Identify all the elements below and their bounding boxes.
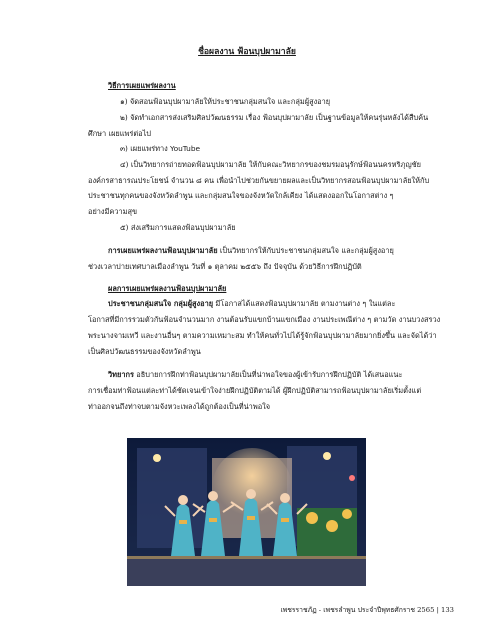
dissemination-lead: การเผยแพร่ผลงานฟ้อนบุปผามาลัย: [108, 246, 218, 255]
results-public-text: มีโอกาสได้แสดงฟ้อนบุปผามาลัย ตามงานต่าง ๆ ในแต่ละ: [213, 299, 396, 308]
method-item-5: ๕) ส่งเสริมการแสดงฟ้อนบุปผามาลัย: [120, 223, 236, 232]
method-item-4-line-3: ประชาชนทุกคนของจังหวัดลำพูน และกลุ่มสนใจของจังหวัดใกล้เคียง ได้แสดงออกในโอกาสต่าง ๆ: [88, 191, 394, 200]
results-trainer-text: อธิบายการฝึกท่าฟ้อนบุปผามาลัยเป็นที่น่าพอใจของผู้เข้ารับการฝึกปฏิบัติ ได้เสนอแนะ: [133, 370, 403, 379]
method-item-2: ๒) จัดทำเอกสารส่งเสริมศิลปวัฒนธรรม เรื่อง ฟ้อนบุปผามาลัย เป็นฐานข้อมูลให้คนรุ่นหลังได้สืบค้น: [120, 113, 429, 122]
results-public-lead: ประชาชนกลุ่มสนใจ กลุ่มผู้สูงอายุ: [108, 299, 214, 308]
results-trainer-lead: วิทยากร: [108, 370, 134, 379]
dissemination-paragraph-line-2: ช่วงเวลาบ่ายเทศบาลเมืองลำพูน วันที่ ๑ ตุลาคม ๒๕๕๖ ถึง ปัจจุบัน ด้วยวิธีการฝึกปฏิบัติ: [88, 262, 362, 271]
dissemination-text: เป็นวิทยากรให้กับประชาชนกลุ่มสนใจ และกลุ่มผู้สูงอายุ: [217, 246, 394, 255]
results-paragraph-1-line-3: พระนางจามเทวี และงานอื่นๆ ตามความเหมาะสม ทำให้คนทั่วไปได้รู้จักฟ้อนบุปผามาลัยมากยิ่งขึ้น และจัดได้ว่า: [88, 331, 437, 340]
page-title: ชื่อผลงาน ฟ้อนบุปผามาลัย: [198, 47, 296, 57]
results-paragraph-2-line-3: ท่าออกจนถึงท่าจบตามจังหวะเพลงได้ถูกต้องเป็นที่น่าพอใจ: [88, 402, 271, 411]
page-footer: เพชรราชภัฏ - เพชรลำพูน ประจำปีพุทธศักราช 2565 | 133: [280, 606, 454, 614]
method-item-4-line-2: องค์กรสาธารณประโยชน์ จำนวน ๘ คน เพื่อนำไปช่วยกันขยายผลและเป็นวิทยากรสอนฟ้อนบุปผามาลัยให้กับ: [88, 176, 430, 185]
method-item-1: ๑) จัดสอนฟ้อนบุปผามาลัยให้ประชาชนกลุ่มสนใจ และกลุ่มผู้สูงอายุ: [120, 97, 331, 106]
section-heading-dissemination-methods: วิธีการเผยแพร่ผลงาน: [108, 81, 176, 90]
dissemination-paragraph-line-1: [108, 245, 394, 256]
section-heading-results: ผลการเผยแพร่ผลงานฟ้อนบุปผามาลัย: [108, 284, 227, 293]
method-item-3: ๓) เผยแพร่ทาง YouTube: [120, 144, 201, 153]
method-item-2-continued: ศึกษา เผยแพร่ต่อไป: [88, 129, 151, 138]
results-paragraph-1-line-1: [108, 298, 395, 309]
method-item-4-line-4: อย่างมีความสุข: [88, 207, 138, 216]
results-paragraph-2-line-1: [108, 369, 402, 380]
performance-photo: [127, 438, 366, 586]
method-item-4: ๔) เป็นวิทยากรถ่ายทอดฟ้อนบุปผามาลัย ให้กับคณะวิทยากรของชมรมอนุรักษ์ฟ้อนนครหริภุญชัย: [120, 160, 421, 169]
results-paragraph-1-line-4: เป็นศิลปวัฒนธรรมของจังหวัดลำพูน: [88, 347, 201, 356]
results-paragraph-2-line-2: การเชื่อมท่าฟ้อนแต่ละท่าได้ชัดเจนเข้าใจง่ายฝึกปฏิบัติตามได้ ผู้ฝึกปฏิบัติสามารถฟ้อนบุปผามาลัยเริ่มตั้งแต่: [88, 386, 422, 395]
results-paragraph-1-line-2: โอกาสที่มีการรวมตัวกันฟ้อนจำนวนมาก งานต้อนรับแขกบ้านแขกเมือง งานประเพณีต่าง ๆ ตามวัด งานบวงสรวง: [88, 315, 441, 324]
